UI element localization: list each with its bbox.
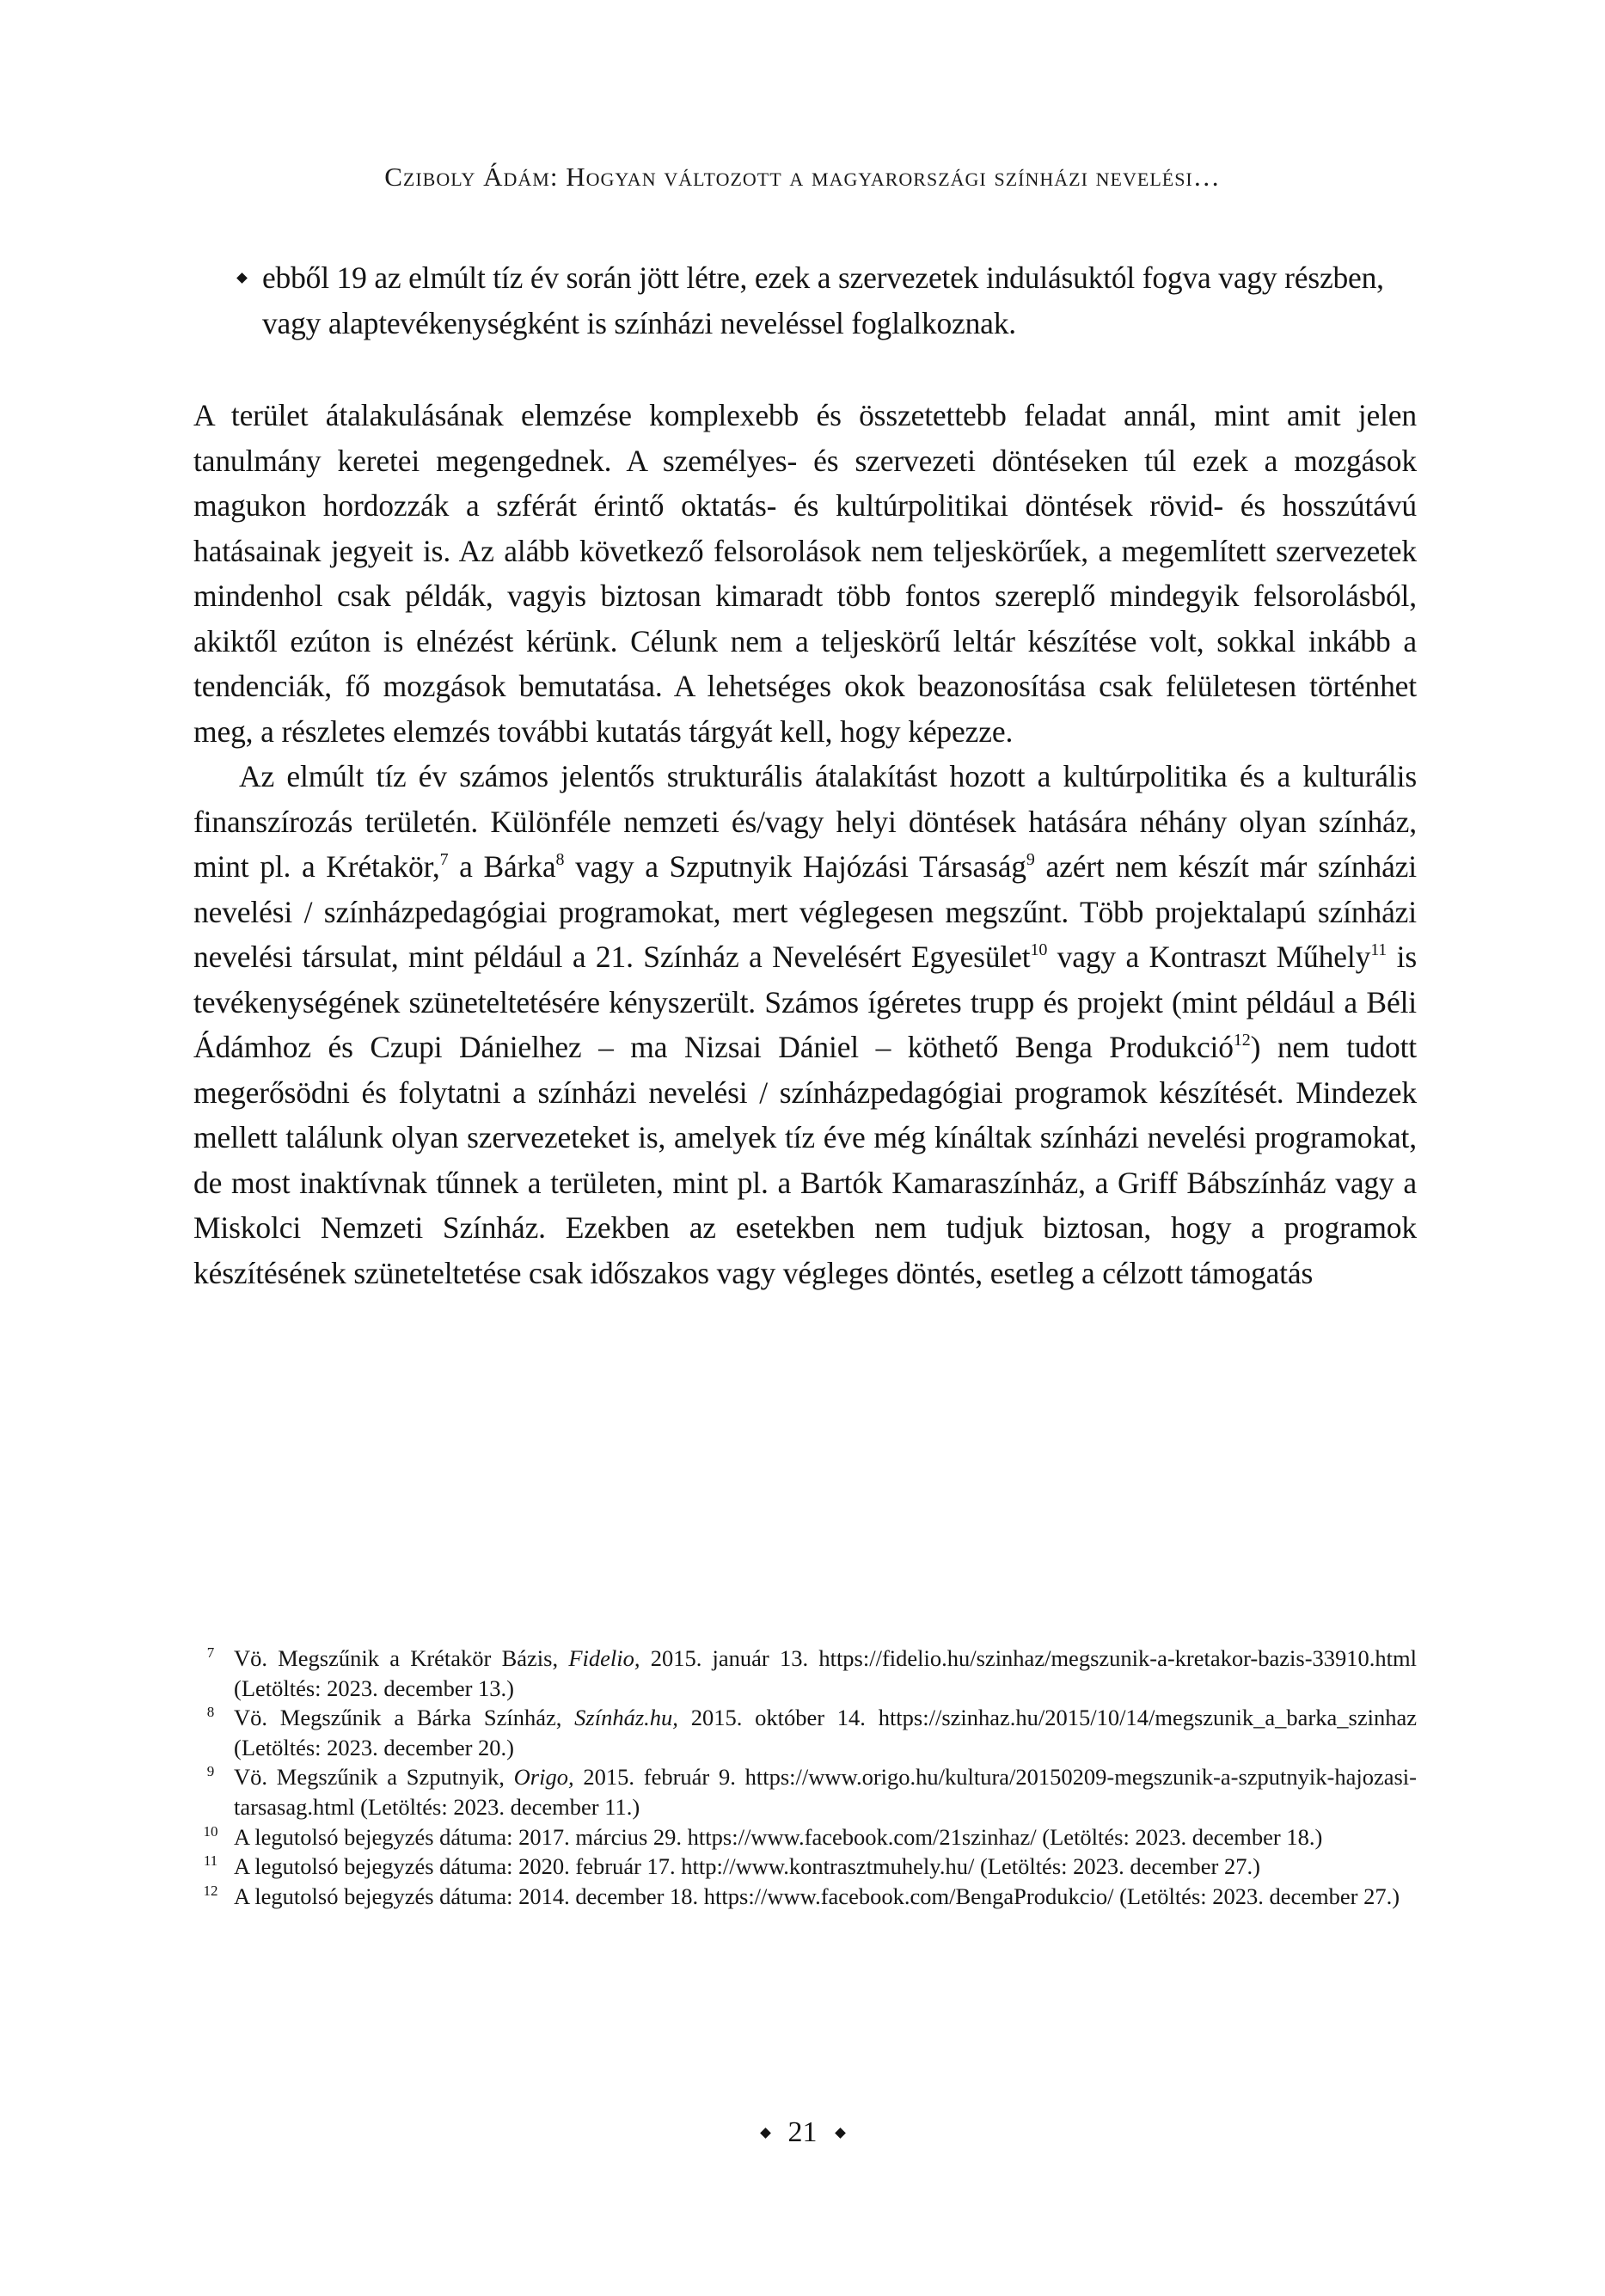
footnote-reference[interactable]: 9 <box>1026 850 1035 869</box>
footnote-number: 9 <box>206 1763 215 1780</box>
footnote-text: A legutolsó bejegyzés dátuma: 2017. március 29. https://www.facebook.com/21szinhaz/ (Letöltés: 2023. december 18.) <box>234 1823 1323 1850</box>
body-text <box>193 393 1417 1295</box>
footnote-reference[interactable]: 10 <box>1030 940 1048 959</box>
running-header: Cziboly Ádám: Hogyan változott a magyarországi színházi nevelési… <box>384 162 1221 192</box>
bullet-list <box>193 255 1417 346</box>
footnote-number: 10 <box>203 1822 218 1840</box>
footnote-reference[interactable]: 11 <box>1370 940 1388 959</box>
page-number <box>0 2116 1605 2149</box>
footnote-number: 8 <box>206 1704 215 1721</box>
footnote-reference[interactable]: 12 <box>1233 1031 1251 1050</box>
diamond-ornament-icon <box>835 2128 846 2139</box>
footnote-reference[interactable]: 8 <box>555 850 565 869</box>
footnote-text: Vö. Megszűnik a Bárka Színház, Színház.hu, 2015. október 14. https://szinhaz.hu/2015/10/14/megszunik_a_barka_szinhaz (Letöltés: 2023. december 20.) <box>234 1705 1417 1760</box>
footnote-number: 12 <box>203 1882 218 1899</box>
footnote-text: A legutolsó bejegyzés dátuma: 2014. december 18. https://www.facebook.com/BengaProdukcio/ (Letöltés: 2023. december 27.) <box>234 1883 1400 1909</box>
footnote-reference[interactable]: 7 <box>439 850 449 869</box>
footnote-12 <box>193 1882 1417 1912</box>
footnote-text: Vö. Megszűnik a Szputnyik, Origo, 2015. február 9. https://www.origo.hu/kultura/20150209-megszunik-a-szputnyik-hajozasi-tarsasag.html (Letöltés: 2023. december 11.) <box>234 1764 1417 1820</box>
page-number-value: 21 <box>787 2116 818 2148</box>
publication-title: Origo, <box>513 1764 574 1791</box>
footnote-8 <box>193 1703 1417 1762</box>
bullet-item <box>193 255 1417 346</box>
footnote-7 <box>193 1644 1417 1703</box>
diamond-bullet-icon <box>236 272 248 284</box>
paragraph-2: Az elmúlt tíz év számos jelentős strukturális átalakítást hozott a kultúrpolitika és a kulturális finanszírozás területén. Különféle nemzeti és/vagy helyi döntések hatására néhány olyan színház, mint pl. a Krétakör,$^7$ a Bárka$^8$ vagy a Szputnyik Hajózási Társaság$^9$ azért nem készít már színházi nevelési / színházpedagógiai programokat, mert véglegesen megszűnt. Több projektalapú színházi nevelési társulat, mint például a 21. Színház a Nevelésért Egyesület$^{10}$ vagy a Kontraszt Műhely$^{11}$ is tevékenységének szüneteltetésére kényszerült. Számos ígéretes trupp és projekt (mint például a Béli Ádámhoz és Czupi Dánielhez – ma Nizsai Dániel – köthető Benga Produkció$^{12}$) nem tudott megerősödni és folytatni a színházi nevelési / színházpedagógiai programok készítését. Mindezek mellett találunk olyan szervezeteket is, amelyek tíz éve még kínáltak színházi nevelési programokat, de most inaktívnak tűnnek a területen, mint pl. a Bartók Kamaraszínház, a Griff Bábszínház vagy a Miskolci Nemzeti Színház. Ezekben az esetekben nem tudjuk biztosan, hogy a programok készítésének szüneteltetése csak időszakos vagy végleges döntés, esetleg a célzott támogatás <box>193 759 1418 1290</box>
footnotes <box>193 1644 1417 1911</box>
publication-title: Fidelio, <box>568 1645 640 1671</box>
footnote-text: A legutolsó bejegyzés dátuma: 2020. február 17. http://www.kontrasztmuhely.hu/ (Letöltés: 2023. december 27.) <box>234 1853 1260 1880</box>
footnote-10 <box>193 1822 1417 1852</box>
footnote-text: Vö. Megszűnik a Krétakör Bázis, Fidelio, 2015. január 13. https://fidelio.hu/szinhaz/megszunik-a-kretakor-bazis-33910.html (Letöltés: 2023. december 13.) <box>234 1645 1417 1701</box>
bullet-item-text: ebből 19 az elmúlt tíz év során jött létre, ezek a szervezetek indulásuktól fogva vagy részben, vagy alaptevékenységként is színházi neveléssel foglalkoznak. <box>262 260 1384 340</box>
footnote-9 <box>193 1762 1417 1821</box>
footnote-11 <box>193 1852 1417 1882</box>
publication-title: Színház.hu, <box>574 1705 678 1731</box>
footnote-number: 11 <box>203 1852 218 1870</box>
diamond-ornament-icon <box>760 2128 771 2139</box>
paragraph-1: A terület átalakulásának elemzése komplexebb és összetettebb feladat annál, mint amit jelen tanulmány keretei megengednek. A személyes- és szervezeti döntéseken túl ezek a mozgások magukon hordozzák a szférát érintő oktatás- és kultúrpolitikai döntések rövid- és hosszútávú hatásainak jegyeit is. Az alább következő felsorolások nem teljeskörűek, a megemlített szervezetek mindenhol csak példák, vagyis biztosan kimaradt több fontos szereplő mindegyik felsorolásból, akiktől ezúton is elnézést kérünk. Célunk nem a teljeskörű leltár készítése volt, sokkal inkább a tendenciák, fő mozgások bemutatása. A lehetséges okok beazonosítása csak felületesen történhet meg, a részletes elemzés további kutatás tárgyát kell, hogy képezze. <box>193 398 1417 749</box>
footnote-number: 7 <box>206 1644 215 1661</box>
